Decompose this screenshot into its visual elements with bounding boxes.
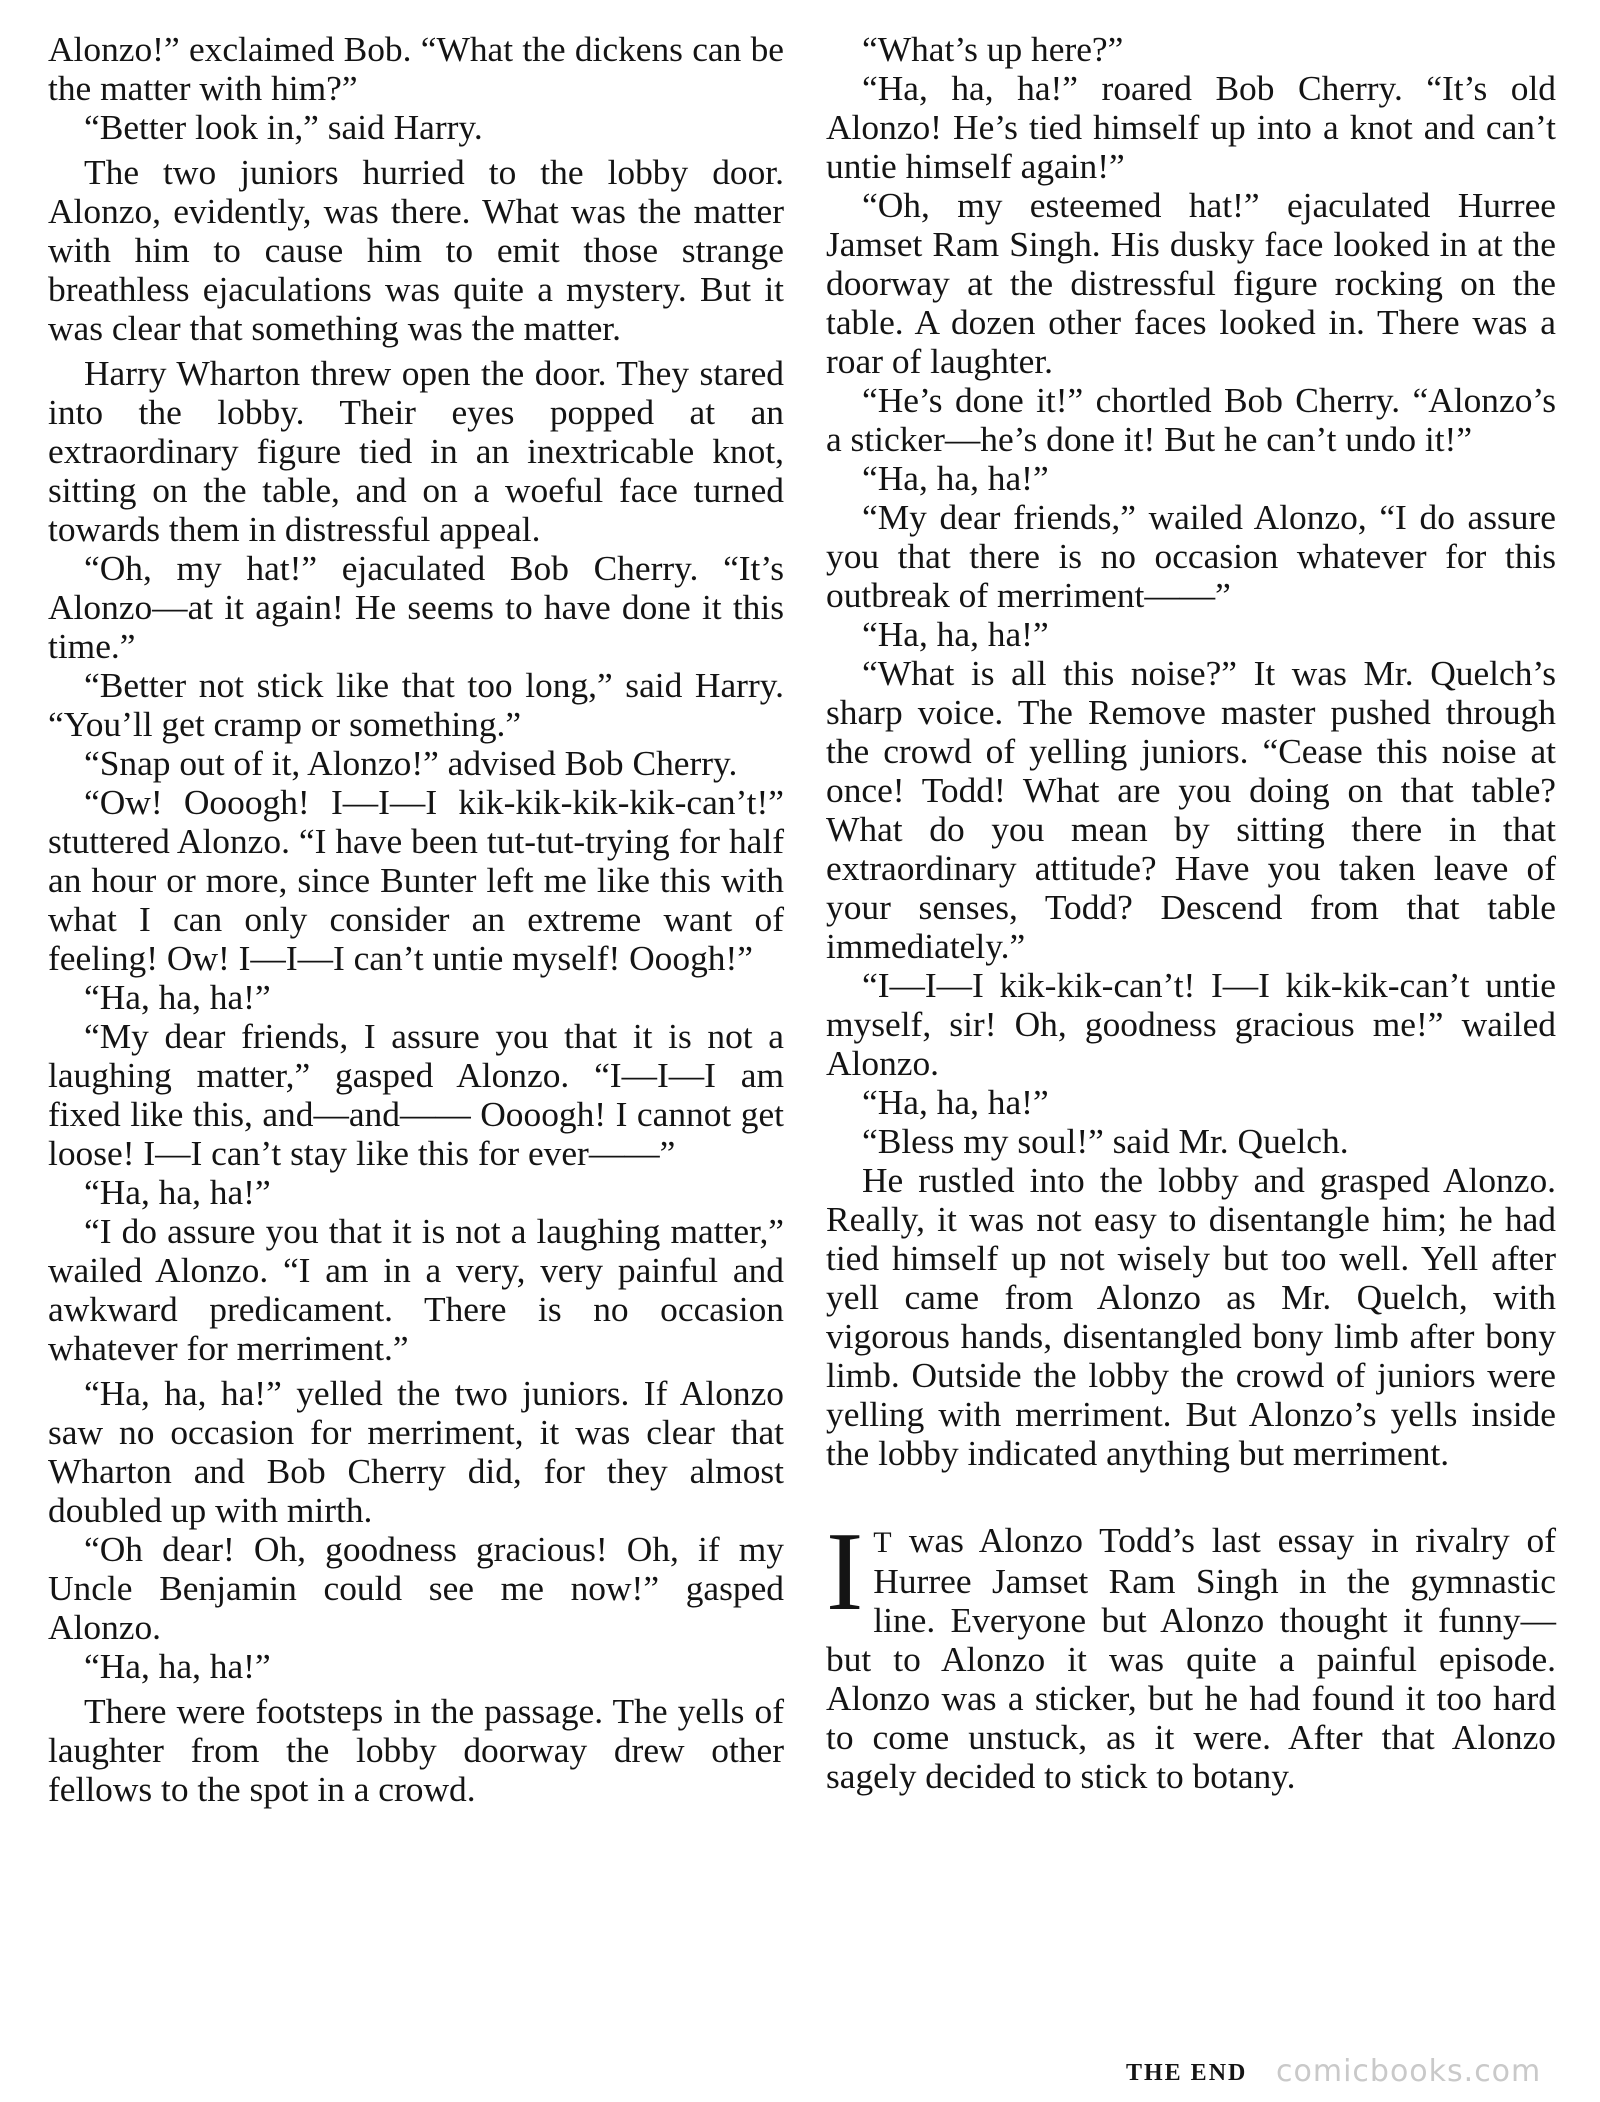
paragraph: “Ha, ha, ha!” bbox=[84, 977, 271, 1017]
paragraph: “Better look in,” said Harry. bbox=[84, 107, 483, 147]
paragraph: “Ha, ha, ha!” bbox=[84, 1172, 271, 1212]
paragraph: “Bless my soul!” said Mr. Quelch. bbox=[862, 1121, 1349, 1161]
paragraph: “Snap out of it, Alonzo!” advised Bob Cherry. bbox=[84, 743, 738, 783]
small-caps-letter: T bbox=[873, 1526, 893, 1559]
paragraph: Alonzo!” exclaimed Bob. “What the dickens can be the matter with him?” bbox=[48, 29, 784, 108]
paragraph: “I do assure you that it is not a laughing matter,” wailed Alonzo. “I am in a very, very painful and awkward predicament. There is no occasion whatever for merriment.” bbox=[48, 1211, 784, 1368]
paragraph: “Ha, ha, ha!” bbox=[862, 1082, 1049, 1122]
paragraph: “My dear friends, I assure you that it is not a laughing matter,” gasped Alonzo. “I—I—I am fixed like this, and—and—— Oooogh! I cannot get loose! I—I can’t stay like this for ever——” bbox=[48, 1016, 784, 1173]
paragraph: “My dear friends,” wailed Alonzo, “I do assure you that there is no occasion whatever for this outbreak of merriment——” bbox=[826, 497, 1556, 615]
paragraph: “Oh, my esteemed hat!” ejaculated Hurree Jamset Ram Singh. His dusky face looked in at the doorway at the distressful figure rocking on the table. A dozen other faces looked in. There was a roar of laughter. bbox=[826, 185, 1556, 381]
closing-text: was Alonzo Todd’s last essay in rivalry of Hurree Jamset Ram Singh in the gymnastic line. Everyone but Alonzo thought it funny—but to Alonzo it was quite a painful episode. Alonzo was a sticker, but he had found it too hard to come unstuck, as it were. After that Alonzo sagely decided to stick to botany. bbox=[826, 1520, 1556, 1796]
paragraph: “Ha, ha, ha!” yelled the two juniors. If Alonzo saw no occasion for merriment, it was clear that Wharton and Bob Cherry did, for they almost doubled up with mirth. bbox=[48, 1373, 784, 1530]
paragraph: “Oh dear! Oh, goodness gracious! Oh, if my Uncle Benjamin could see me now!” gasped Alonzo. bbox=[48, 1529, 784, 1647]
paragraph: “What is all this noise?” It was Mr. Quelch’s sharp voice. The Remove master pushed through the crowd of yelling juniors. “Cease this noise at once! Todd! What are you doing on that table? What do you mean by sitting there in that extraordinary attitude? Have you taken leave of your senses, Todd? Descend from that table immediately.” bbox=[826, 653, 1556, 966]
paragraph: “I—I—I kik-kik-can’t! I—I kik-kik-can’t untie myself, sir! Oh, goodness gracious me!” wailed Alonzo. bbox=[826, 965, 1556, 1083]
paragraph: Harry Wharton threw open the door. They stared into the lobby. Their eyes popped at an extraordinary figure tied in an inextricable knot, sitting on the table, and on a woeful face turned towards them in distressful appeal. bbox=[48, 353, 784, 549]
drop-cap: I bbox=[826, 1510, 864, 1634]
paragraph: “Ha, ha, ha!” bbox=[84, 1646, 271, 1686]
paragraph: “Ha, ha, ha!” bbox=[862, 458, 1049, 498]
closing-paragraph bbox=[826, 1510, 1556, 1796]
the-end-label: THE END bbox=[1126, 2060, 1248, 2086]
paragraph: He rustled into the lobby and grasped Alonzo. Really, it was not easy to disentangle him; he had tied himself up not wisely but too well. Yell after yell came from Alonzo as Mr. Quelch, with vigorous hands, disentangled bony limb after bony limb. Outside the lobby the crowd of juniors were yelling with merriment. But Alonzo’s yells inside the lobby indicated anything but merriment. bbox=[826, 1160, 1556, 1473]
paragraph: “Ow! Oooogh! I—I—I kik-kik-kik-kik-can’t!” stuttered Alonzo. “I have been tut-tut-trying for half an hour or more, since Bunter left me like this with what I can only consider an extreme want of feeling! Ow! I—I—I can’t untie myself! Ooogh!” bbox=[48, 782, 784, 978]
paragraph: “What’s up here?” bbox=[862, 29, 1124, 69]
paragraph: “Better not stick like that too long,” said Harry. “You’ll get cramp or something.” bbox=[48, 665, 784, 744]
paragraph: “Oh, my hat!” ejaculated Bob Cherry. “It’s Alonzo—at it again! He seems to have done it this time.” bbox=[48, 548, 784, 666]
paragraph: “Ha, ha, ha!” bbox=[862, 614, 1049, 654]
paragraph: “He’s done it!” chortled Bob Cherry. “Alonzo’s a sticker—he’s done it! But he can’t undo it!” bbox=[826, 380, 1556, 459]
watermark: comicbooks.com bbox=[1276, 2054, 1542, 2089]
paragraph: “Ha, ha, ha!” roared Bob Cherry. “It’s old Alonzo! He’s tied himself up into a knot and can’t untie himself again!” bbox=[826, 68, 1556, 186]
paragraph: The two juniors hurried to the lobby door. Alonzo, evidently, was there. What was the matter with him to cause him to emit those strange breathless ejaculations was quite a mystery. But it was clear that something was the matter. bbox=[48, 152, 784, 348]
left-column bbox=[48, 30, 784, 1809]
right-column bbox=[826, 30, 1556, 1796]
paragraph: There were footsteps in the passage. The yells of laughter from the lobby doorway drew other fellows to the spot in a crowd. bbox=[48, 1691, 784, 1809]
